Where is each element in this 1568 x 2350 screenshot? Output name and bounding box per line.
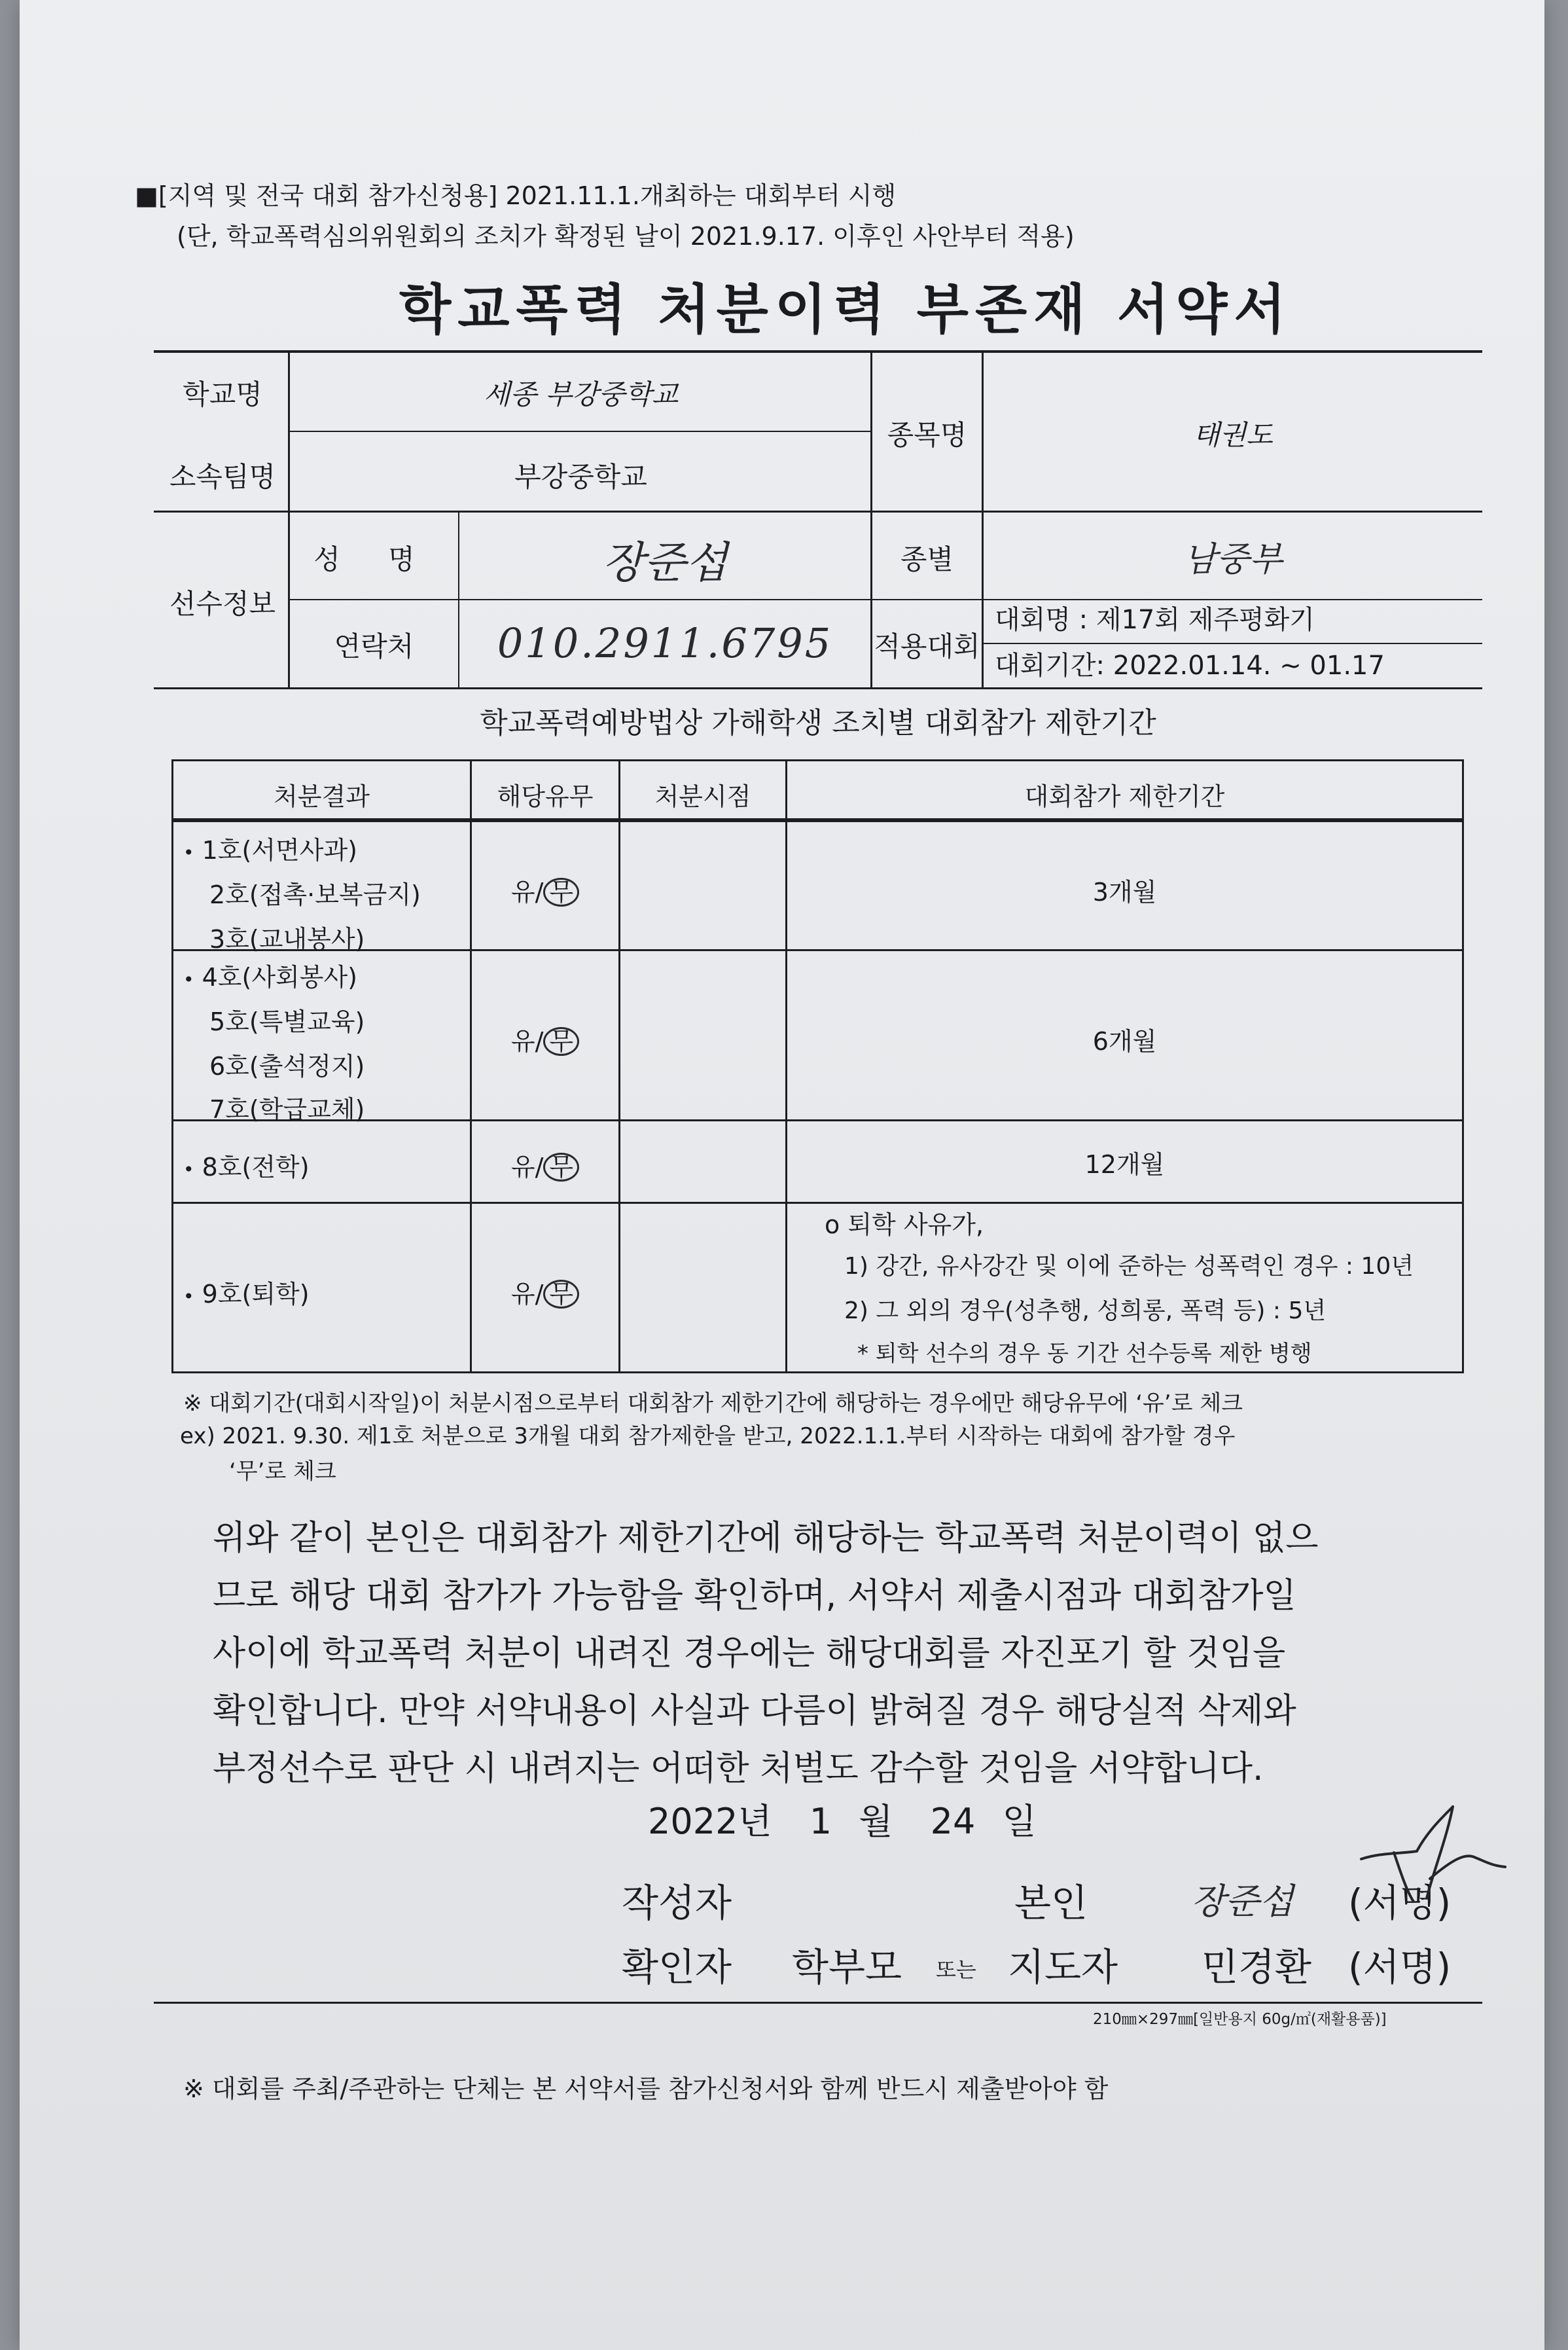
statement-line-2: 므로 해당 대회 참가가 가능함을 확인하며, 서약서 제출시점과 대회참가일: [213, 1576, 1296, 1616]
contact-label: 연락처: [334, 630, 414, 662]
table-row: [183, 830, 357, 866]
event-value: 태권도: [1193, 419, 1273, 451]
date-month: 1: [809, 1801, 832, 1842]
restriction-table-top-border: [171, 759, 1464, 761]
team-label: 소속팀명: [169, 461, 276, 493]
no-option-circled: 무: [543, 878, 579, 907]
restriction-period: 6개월: [1092, 1027, 1157, 1056]
row-bullet: •: [183, 1159, 194, 1180]
yes-option: 유: [510, 1027, 535, 1056]
table-row: [183, 1147, 310, 1183]
sign-date: [648, 1794, 1037, 1844]
info-table-mid-border: [154, 511, 1482, 513]
statement-line-4: 확인합니다. 만약 서약내용이 사실과 다름이 밝혀질 경우 해당실적 삭제와: [213, 1691, 1296, 1731]
writer-label: 작성자: [622, 1881, 732, 1925]
competition-label: 적용대회: [874, 630, 980, 662]
disposition-item: 4호(사회봉사): [202, 963, 357, 992]
player-info-label: 선수정보: [169, 588, 276, 620]
self-label: 본인: [1014, 1881, 1088, 1925]
disposition-item: 2호(접촉·보복금지): [209, 880, 421, 909]
restriction-period: 12개월: [1084, 1150, 1165, 1179]
restriction-period: 3개월: [1092, 878, 1157, 907]
coach-sign-label: (서명): [1348, 1945, 1452, 1989]
slash: /: [535, 1027, 544, 1056]
disposition-item: 1호(서면사과): [202, 836, 357, 865]
coach-label: 지도자: [1008, 1945, 1118, 1989]
header-disposition: 처분결과: [274, 782, 370, 811]
no-option-circled: 무: [543, 1153, 579, 1182]
name-label: 성 명: [313, 543, 435, 575]
restriction-header-border: [171, 818, 1464, 822]
statement-line-1: 위와 같이 본인은 대회참가 제한기간에 해당하는 학교폭력 처분이력이 없으: [213, 1519, 1319, 1558]
page-title: 학교폭력 처분이력 부존재 서약서: [399, 279, 1292, 341]
note-example-cont: ‘무’로 체크: [229, 1458, 336, 1485]
slash: /: [535, 878, 544, 907]
school-label: 학교명: [183, 378, 262, 410]
expulsion-line-1: o 퇴학 사유가,: [825, 1210, 984, 1239]
or-label: 또는: [936, 1957, 976, 1982]
expulsion-line-3: 2) 그 외의 경우(성추행, 성희롱, 폭력 등) : 5년: [844, 1297, 1327, 1324]
restriction-table-bottom-border: [171, 1371, 1464, 1373]
yes-option: 유: [510, 1153, 535, 1182]
expulsion-line-2: 1) 강간, 유사강간 및 이에 준하는 성폭력인 경우 : 10년: [844, 1253, 1414, 1280]
restriction-title: 학교폭력예방법상 가해학생 조치별 대회참가 제한기간: [480, 706, 1156, 740]
applicable-checkbox[interactable]: [472, 1274, 618, 1310]
slash: /: [535, 1153, 544, 1182]
header-restriction-period: 대회참가 제한기간: [1024, 782, 1225, 811]
category-label: 종별: [900, 543, 954, 575]
team-value: 부강중학교: [514, 461, 647, 493]
paper-spec: 210㎜×297㎜[일반용지 60g/㎡(재활용품)]: [1093, 2011, 1387, 2028]
row-bullet: •: [183, 842, 194, 863]
self-sign-label: (서명): [1348, 1881, 1452, 1925]
info-table-bottom-border: [154, 687, 1482, 689]
statement-line-3: 사이에 학교폭력 처분이 내려진 경우에는 해당대회를 자진포기 할 것임을: [213, 1634, 1286, 1673]
date-month-unit: 월: [859, 1801, 893, 1842]
bottom-rule: [154, 2002, 1482, 2004]
note-example: ex) 2021. 9.30. 제1호 처분으로 3개월 대회 참가제한을 받고, 2022.1.1.부터 시작하는 대회에 참가할 경우: [180, 1423, 1236, 1449]
disposition-item: 8호(전학): [202, 1153, 310, 1182]
date-day-unit: 일: [1002, 1801, 1037, 1842]
yes-option: 유: [510, 878, 535, 907]
date-day: 24: [930, 1801, 976, 1842]
header-line-1: ■[지역 및 전국 대회 참가신청용] 2021.11.1.개최하는 대회부터 시행: [135, 181, 897, 210]
info-row-divider: [288, 431, 870, 432]
disposition-item: 6호(출석정지): [209, 1052, 365, 1081]
parent-label: 학부모: [792, 1945, 902, 1989]
no-option-circled: 무: [543, 1027, 579, 1056]
restriction-col-2: [618, 759, 620, 1373]
disposition-item: 3호(교내봉사): [209, 925, 365, 954]
competition-row-divider: [982, 643, 1482, 644]
player-row-divider: [288, 599, 870, 600]
row-bullet: •: [183, 1286, 194, 1307]
info-table-top-border: [154, 350, 1482, 353]
event-label: 종목명: [887, 419, 967, 451]
info-col-divider-4: [982, 350, 984, 687]
header-disposition-date: 처분시점: [654, 782, 751, 811]
disposition-item: 9호(퇴학): [202, 1280, 310, 1309]
statement-line-5: 부정선수로 판단 시 내려지는 어떠한 처벌도 감수할 것임을 서약합니다.: [213, 1749, 1264, 1788]
date-year: 2022년: [648, 1801, 772, 1842]
contact-value: 010.2911.6795: [497, 619, 833, 667]
restriction-col-3: [785, 759, 787, 1373]
confirmer-label: 확인자: [622, 1945, 732, 1989]
signature-mark: [1355, 1781, 1525, 1911]
slash: /: [535, 1280, 544, 1309]
expulsion-line-4: * 퇴학 선수의 경우 동 기간 선수등록 제한 병행: [857, 1341, 1312, 1367]
coach-name: 민경환: [1202, 1945, 1312, 1989]
table-row: [183, 1274, 310, 1310]
table-row: [183, 957, 357, 993]
header-line-2: (단, 학교폭력심의위원회의 조치가 확정된 날이 2021.9.17. 이후인 사안부터 적용): [177, 222, 1075, 251]
applicable-checkbox[interactable]: [472, 1021, 618, 1057]
restriction-row-border-3: [171, 1202, 1464, 1204]
applicable-checkbox[interactable]: [472, 872, 618, 908]
yes-option: 유: [510, 1280, 535, 1309]
footer-note: ※ 대회를 주최/주관하는 단체는 본 서약서를 참가신청서와 함께 반드시 제출받아야 함: [183, 2074, 1109, 2103]
row-bullet: •: [183, 969, 194, 990]
document-page: [20, 0, 1544, 2350]
applicable-checkbox[interactable]: [472, 1147, 618, 1183]
header-applicable: 해당유무: [497, 782, 594, 811]
no-option-circled: 무: [543, 1280, 579, 1309]
note-1: ※ 대회기간(대회시작일)이 처분시점으로부터 대회참가 제한기간에 해당하는 경우에만 해당유무에 ‘유’로 체크: [183, 1390, 1243, 1417]
restriction-col-left: [171, 759, 173, 1373]
competition-period: 대회기간: 2022.01.14. ~ 01.17: [995, 651, 1385, 681]
disposition-item: 7호(학급교체): [209, 1095, 365, 1124]
restriction-row-border-1: [171, 949, 1464, 951]
restriction-col-right: [1462, 759, 1464, 1373]
category-value: 남중부: [1183, 540, 1283, 579]
competition-name: 대회명 : 제17회 제주평화기: [995, 605, 1315, 635]
school-value: 세종 부강중학교: [483, 378, 679, 410]
restriction-row-border-2: [171, 1119, 1464, 1121]
disposition-item: 5호(특별교육): [209, 1007, 365, 1036]
name-value: 장준섭: [602, 537, 728, 588]
self-name-handwritten: 장준섭: [1191, 1881, 1294, 1922]
